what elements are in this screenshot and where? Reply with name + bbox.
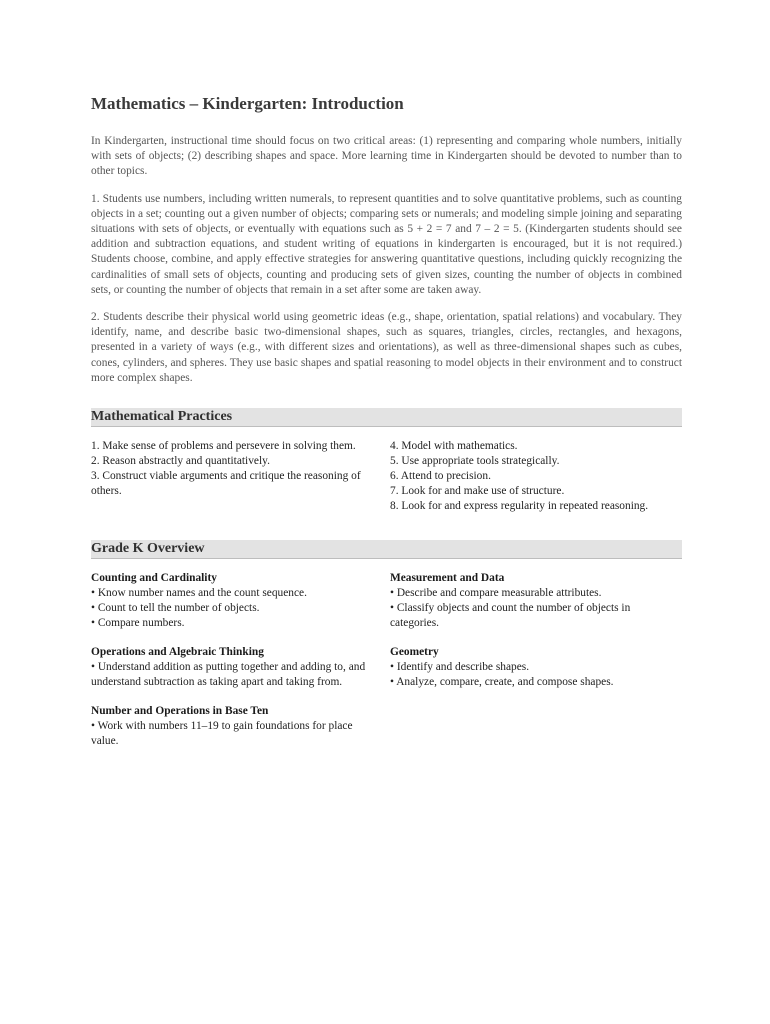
overview-domains bbox=[91, 571, 682, 763]
domain-operations-algebraic bbox=[91, 645, 381, 690]
practice-item: 2. Reason abstractly and quantitatively. bbox=[91, 455, 270, 468]
domain-title: Counting and Cardinality bbox=[91, 572, 217, 585]
overview-left-column bbox=[91, 571, 381, 763]
domain-item: • Count to tell the number of objects. bbox=[91, 602, 260, 615]
domain-title: Operations and Algebraic Thinking bbox=[91, 646, 264, 659]
domain-title: Geometry bbox=[390, 646, 439, 659]
practice-item: 8. Look for and express regularity in repeated reasoning. bbox=[390, 500, 649, 513]
domain-item: • Work with numbers 11–19 to gain foundations for place value. bbox=[91, 720, 353, 748]
domain-item: • Understand addition as putting together and adding to, and understand subtraction as taking apart and taking from. bbox=[91, 661, 366, 689]
domain-item: • Compare numbers. bbox=[91, 617, 185, 630]
domain-item: • Analyze, compare, create, and compose shapes. bbox=[390, 676, 614, 689]
practice-item: 4. Model with mathematics. bbox=[390, 440, 518, 453]
practices-left-column bbox=[91, 439, 381, 514]
practice-item: 7. Look for and make use of structure. bbox=[390, 485, 565, 498]
overview-heading: Grade K Overview bbox=[91, 540, 682, 559]
practice-item: 1. Make sense of problems and persevere in solving them. bbox=[91, 440, 356, 453]
domain-title: Number and Operations in Base Ten bbox=[91, 705, 269, 718]
practices-heading: Mathematical Practices bbox=[91, 408, 682, 427]
domain-title: Measurement and Data bbox=[390, 572, 505, 585]
domain-item: • Identify and describe shapes. bbox=[390, 661, 530, 674]
paragraph-1: 1. Students use numbers, including written numerals, to represent quantities and to solve quantitative problems, such as counting objects in a set; counting out a given number of objects; comparing sets or numerals; and modeling simple joining and separating situations with sets of objects, or eventually with equations such as 5 + 2 = 7 and 7 – 2 = 5. (Kindergarten students should see addition and subtraction equations, and student writing of equations in kindergarten is encouraged, but it is not required.) Students choose, combine, and apply effective strategies for answering quantitative questions, including quickly recognizing the cardinalities of small sets of objects, counting and producing sets of given sizes, counting the number of objects in combined sets, or counting the number of objects that remain in a set after some are taken away. bbox=[91, 192, 682, 296]
practice-item: 6. Attend to precision. bbox=[390, 470, 491, 483]
overview-right-column bbox=[390, 571, 682, 763]
domain-geometry bbox=[390, 645, 682, 690]
practices-list bbox=[91, 439, 682, 514]
domain-counting-cardinality bbox=[91, 571, 381, 631]
page-title: Mathematics – Kindergarten: Introduction bbox=[91, 94, 404, 113]
domain-item: • Classify objects and count the number of objects in categories. bbox=[390, 602, 631, 630]
domain-base-ten bbox=[91, 704, 381, 749]
paragraph-2: 2. Students describe their physical world using geometric ideas (e.g., shape, orientation, spatial relations) and vocabulary. They identify, name, and describe basic two-dimensional shapes, such as squares, triangles, circles, rectangles, and hexagons, presented in a variety of ways (e.g., with different sizes and orientations), as well as three-dimensional shapes such as cubes, cones, cylinders, and spheres. They use basic shapes and spatial reasoning to model objects in their environment and to construct more complex shapes. bbox=[91, 311, 682, 384]
practice-item: 3. Construct viable arguments and critique the reasoning of others. bbox=[91, 470, 361, 498]
domain-measurement-data bbox=[390, 571, 682, 631]
practices-right-column bbox=[390, 439, 682, 514]
domain-item: • Describe and compare measurable attributes. bbox=[390, 587, 602, 600]
document-page bbox=[91, 94, 682, 763]
intro-paragraph: In Kindergarten, instructional time should focus on two critical areas: (1) representing and comparing whole numbers, initially with sets of objects; (2) describing shapes and space. More learning time in Kindergarten should be devoted to number than to other topics. bbox=[91, 135, 682, 178]
practice-item: 5. Use appropriate tools strategically. bbox=[390, 455, 560, 468]
domain-item: • Know number names and the count sequence. bbox=[91, 587, 307, 600]
